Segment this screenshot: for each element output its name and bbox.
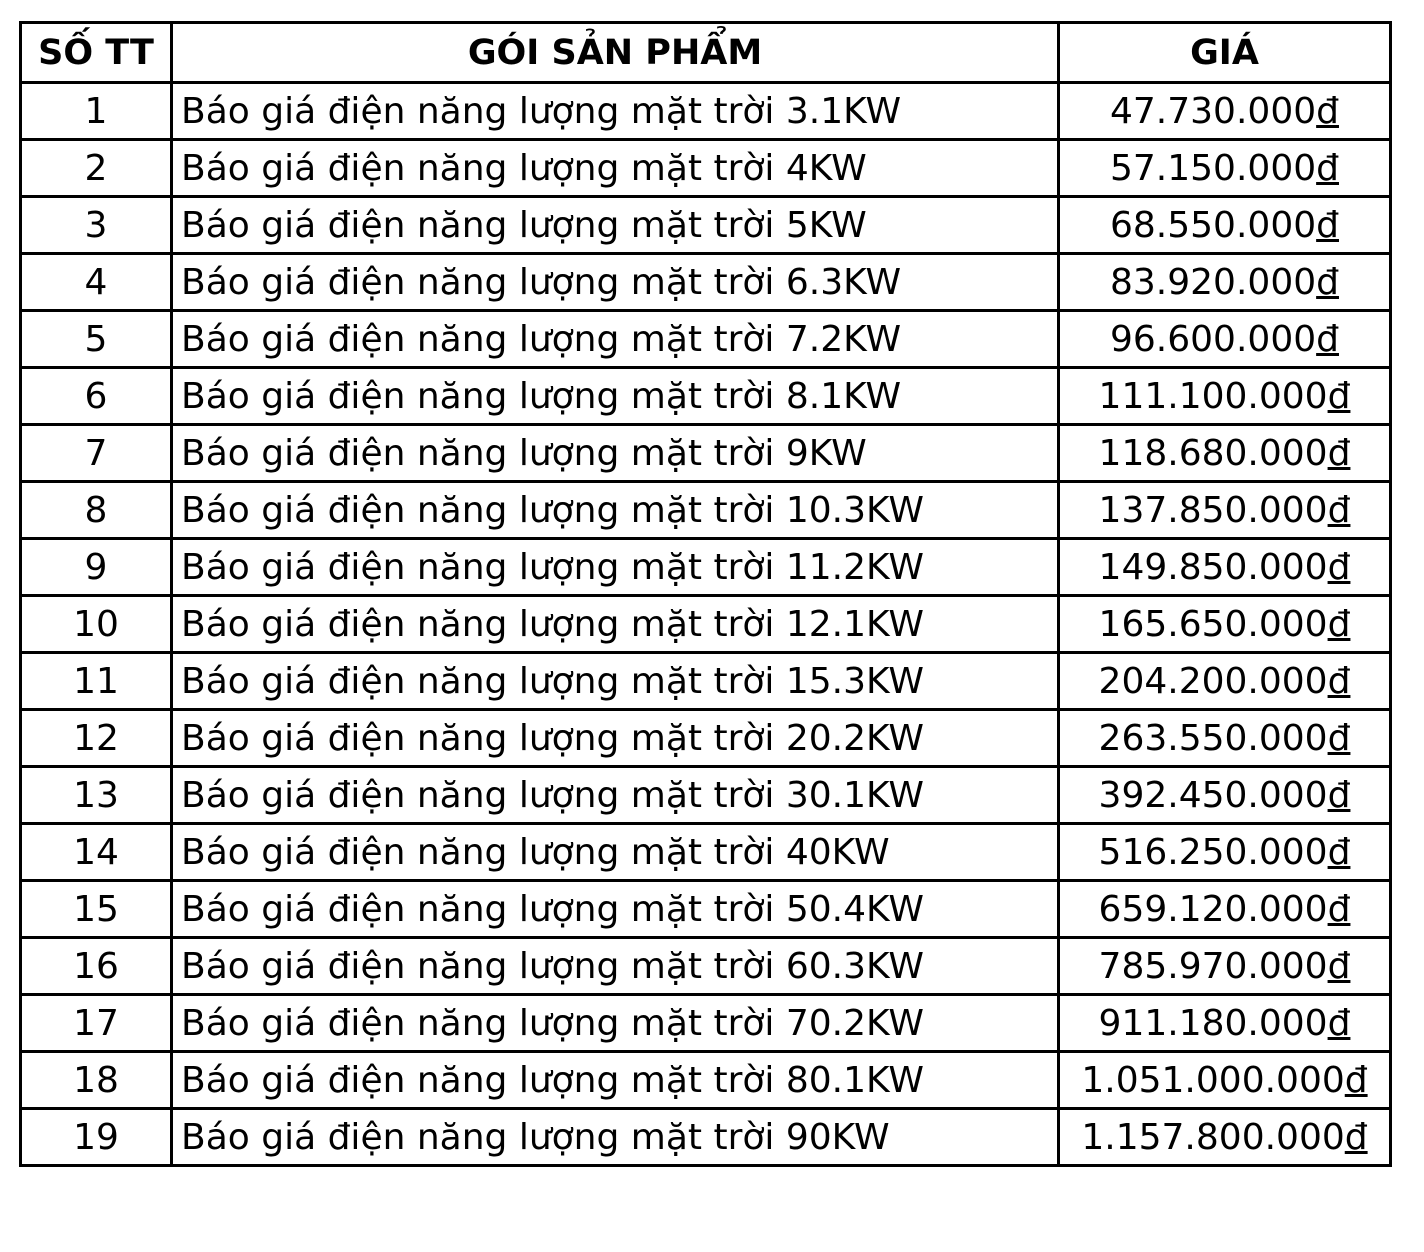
row-index: 1 (21, 83, 172, 140)
row-index: 7 (21, 425, 172, 482)
row-product-name: Báo giá điện năng lượng mặt trời 12.1KW (172, 596, 1059, 653)
row-product-name: Báo giá điện năng lượng mặt trời 3.1KW (172, 83, 1059, 140)
currency-symbol: đ (1327, 489, 1351, 531)
row-price (1059, 767, 1391, 824)
row-product-name: Báo giá điện năng lượng mặt trời 60.3KW (172, 938, 1059, 995)
price-amount: 118.680.000 (1098, 432, 1328, 474)
row-price (1059, 197, 1391, 254)
row-price (1059, 596, 1391, 653)
table-row (21, 368, 1391, 425)
row-index: 5 (21, 311, 172, 368)
row-index: 16 (21, 938, 172, 995)
currency-symbol: đ (1344, 1059, 1368, 1101)
row-product-name: Báo giá điện năng lượng mặt trời 90KW (172, 1109, 1059, 1166)
price-amount: 1.157.800.000 (1081, 1116, 1345, 1158)
price-amount: 68.550.000 (1110, 204, 1317, 246)
row-product-name: Báo giá điện năng lượng mặt trời 10.3KW (172, 482, 1059, 539)
row-price (1059, 1109, 1391, 1166)
currency-symbol: đ (1327, 945, 1351, 987)
table-row (21, 767, 1391, 824)
row-price (1059, 83, 1391, 140)
price-amount: 392.450.000 (1098, 774, 1328, 816)
row-index: 17 (21, 995, 172, 1052)
row-index: 12 (21, 710, 172, 767)
row-index: 13 (21, 767, 172, 824)
table-row (21, 197, 1391, 254)
currency-symbol: đ (1316, 147, 1339, 189)
header-price: GIÁ (1059, 23, 1391, 83)
row-index: 19 (21, 1109, 172, 1166)
currency-symbol: đ (1327, 831, 1351, 873)
currency-symbol: đ (1327, 546, 1351, 588)
currency-symbol: đ (1327, 717, 1351, 759)
currency-symbol: đ (1316, 204, 1339, 246)
table-row (21, 710, 1391, 767)
currency-symbol: đ (1327, 432, 1351, 474)
row-index: 9 (21, 539, 172, 596)
row-product-name: Báo giá điện năng lượng mặt trời 7.2KW (172, 311, 1059, 368)
row-product-name: Báo giá điện năng lượng mặt trời 8.1KW (172, 368, 1059, 425)
price-amount: 137.850.000 (1098, 489, 1328, 531)
row-product-name: Báo giá điện năng lượng mặt trời 50.4KW (172, 881, 1059, 938)
row-index: 15 (21, 881, 172, 938)
table-row (21, 140, 1391, 197)
price-amount: 659.120.000 (1098, 888, 1328, 930)
row-price (1059, 140, 1391, 197)
row-price (1059, 824, 1391, 881)
row-product-name: Báo giá điện năng lượng mặt trời 11.2KW (172, 539, 1059, 596)
table-row (21, 596, 1391, 653)
row-product-name: Báo giá điện năng lượng mặt trời 30.1KW (172, 767, 1059, 824)
currency-symbol: đ (1327, 603, 1351, 645)
row-index: 14 (21, 824, 172, 881)
currency-symbol: đ (1327, 888, 1351, 930)
row-index: 11 (21, 653, 172, 710)
row-price (1059, 710, 1391, 767)
price-amount: 263.550.000 (1098, 717, 1328, 759)
row-index: 4 (21, 254, 172, 311)
header-row (21, 23, 1391, 83)
row-index: 6 (21, 368, 172, 425)
price-amount: 1.051.000.000 (1081, 1059, 1345, 1101)
price-amount: 911.180.000 (1098, 1002, 1328, 1044)
price-amount: 111.100.000 (1098, 375, 1328, 417)
row-product-name: Báo giá điện năng lượng mặt trời 15.3KW (172, 653, 1059, 710)
header-product-package: GÓI SẢN PHẨM (172, 23, 1059, 83)
row-index: 3 (21, 197, 172, 254)
row-product-name: Báo giá điện năng lượng mặt trời 20.2KW (172, 710, 1059, 767)
table-row (21, 482, 1391, 539)
currency-symbol: đ (1316, 90, 1339, 132)
row-product-name: Báo giá điện năng lượng mặt trời 4KW (172, 140, 1059, 197)
row-product-name: Báo giá điện năng lượng mặt trời 40KW (172, 824, 1059, 881)
row-index: 8 (21, 482, 172, 539)
table-row (21, 1052, 1391, 1109)
row-price (1059, 881, 1391, 938)
table-row (21, 1109, 1391, 1166)
row-index: 2 (21, 140, 172, 197)
table-row (21, 653, 1391, 710)
row-product-name: Báo giá điện năng lượng mặt trời 5KW (172, 197, 1059, 254)
row-product-name: Báo giá điện năng lượng mặt trời 80.1KW (172, 1052, 1059, 1109)
table-row (21, 995, 1391, 1052)
price-table (19, 21, 1392, 1167)
row-price (1059, 311, 1391, 368)
row-price (1059, 938, 1391, 995)
currency-symbol: đ (1327, 1002, 1351, 1044)
currency-symbol: đ (1327, 375, 1351, 417)
table-row (21, 881, 1391, 938)
currency-symbol: đ (1316, 318, 1339, 360)
price-amount: 47.730.000 (1110, 90, 1317, 132)
row-product-name: Báo giá điện năng lượng mặt trời 6.3KW (172, 254, 1059, 311)
price-amount: 149.850.000 (1098, 546, 1328, 588)
row-product-name: Báo giá điện năng lượng mặt trời 70.2KW (172, 995, 1059, 1052)
table-row (21, 425, 1391, 482)
row-product-name: Báo giá điện năng lượng mặt trời 9KW (172, 425, 1059, 482)
table-row (21, 254, 1391, 311)
header-index: SỐ TT (21, 23, 172, 83)
row-price (1059, 425, 1391, 482)
row-price (1059, 254, 1391, 311)
price-amount: 96.600.000 (1110, 318, 1317, 360)
row-index: 10 (21, 596, 172, 653)
currency-symbol: đ (1327, 774, 1351, 816)
table-row (21, 311, 1391, 368)
currency-symbol: đ (1327, 660, 1351, 702)
price-amount: 516.250.000 (1098, 831, 1328, 873)
currency-symbol: đ (1316, 261, 1339, 303)
row-price (1059, 482, 1391, 539)
table-row (21, 83, 1391, 140)
price-amount: 204.200.000 (1098, 660, 1328, 702)
table-row (21, 824, 1391, 881)
price-amount: 165.650.000 (1098, 603, 1328, 645)
price-amount: 57.150.000 (1110, 147, 1317, 189)
row-price (1059, 539, 1391, 596)
price-amount: 83.920.000 (1110, 261, 1317, 303)
row-index: 18 (21, 1052, 172, 1109)
table-row (21, 938, 1391, 995)
row-price (1059, 368, 1391, 425)
currency-symbol: đ (1344, 1116, 1368, 1158)
table-row (21, 539, 1391, 596)
row-price (1059, 995, 1391, 1052)
row-price (1059, 653, 1391, 710)
table-body (21, 83, 1391, 1166)
price-amount: 785.970.000 (1098, 945, 1328, 987)
row-price (1059, 1052, 1391, 1109)
